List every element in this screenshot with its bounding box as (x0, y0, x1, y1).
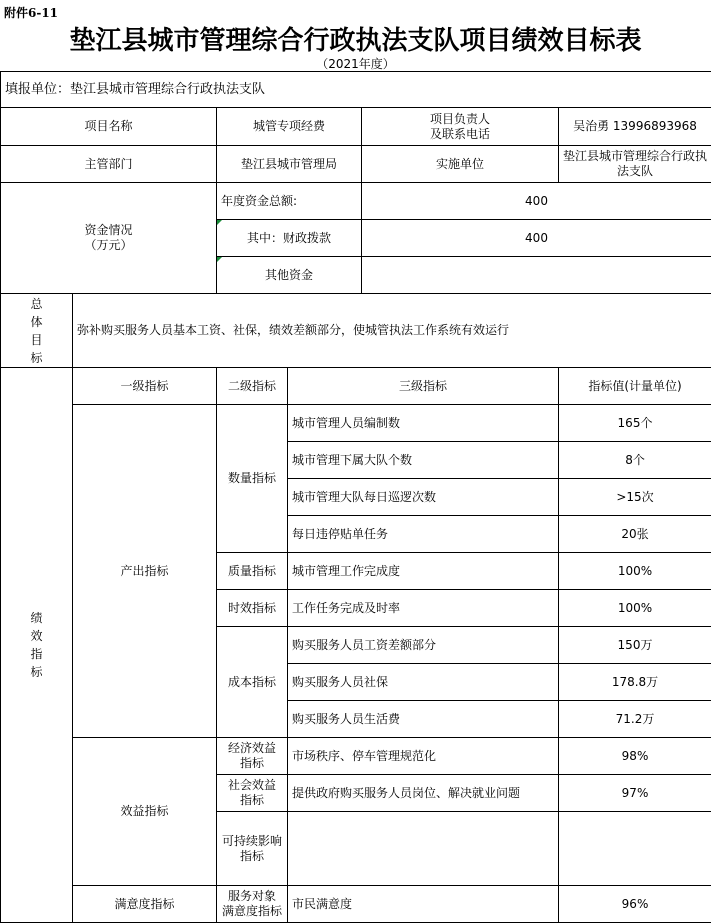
header-level3: 三级指标 (288, 368, 559, 405)
indicator-value: 20张 (559, 516, 711, 553)
dept-value: 垫江县城市管理局 (217, 146, 362, 183)
economic-label-line1: 经济效益 (227, 741, 276, 755)
service-label-line2: 满意度指标 (221, 904, 282, 918)
output-indicator-label: 产出指标 (73, 405, 217, 738)
dept-label: 主管部门 (1, 146, 217, 183)
indicator-item: 工作任务完成及时率 (288, 590, 559, 627)
funds-other-value (362, 257, 711, 294)
indicator-value: 97% (559, 775, 711, 812)
indicator-item: 城市管理下属大队个数 (288, 442, 559, 479)
impl-value: 垫江县城市管理综合行政执法支队 (559, 146, 711, 183)
sustain-label-line2: 指标 (239, 848, 264, 863)
timeliness-indicator-label: 时效指标 (217, 590, 288, 627)
funds-fiscal-label: 其中：财政拨款 (217, 220, 362, 257)
indicator-value: 71.2万 (559, 701, 711, 738)
indicator-value: 96% (559, 886, 711, 923)
project-leader-label (362, 108, 559, 146)
header-level1: 一级指标 (73, 368, 217, 405)
indicators-side-label (1, 368, 73, 923)
satisfaction-indicator-label: 满意度指标 (73, 886, 217, 923)
goal-label-char: 标 (30, 350, 43, 365)
indicator-value (559, 812, 711, 886)
indicator-value: 8个 (559, 442, 711, 479)
indicator-item (288, 812, 559, 886)
indicator-value: 100% (559, 590, 711, 627)
indicator-item: 购买服务人员生活费 (288, 701, 559, 738)
cost-indicator-label: 成本指标 (217, 627, 288, 738)
impl-label: 实施单位 (362, 146, 559, 183)
indicator-value: 150万 (559, 627, 711, 664)
indicator-item: 城市管理大队每日巡逻次数 (288, 479, 559, 516)
indicator-value: 100% (559, 553, 711, 590)
funds-label-line1: 资金情况 (84, 223, 133, 237)
indicator-item: 市民满意度 (288, 886, 559, 923)
quantity-indicator-label: 数量指标 (217, 405, 288, 553)
indicator-item: 每日违停贴单任务 (288, 516, 559, 553)
goal-text: 弥补购买服务人员基本工资、社保，绩效差额部分，使城管执法工作系统有效运行 (73, 294, 711, 368)
indicators-label-char: 指 (30, 647, 43, 661)
indicator-item: 城市管理人员编制数 (288, 405, 559, 442)
indicator-item: 提供政府购买服务人员岗位、解决就业问题 (288, 775, 559, 812)
goal-label-char: 体 (30, 314, 43, 329)
funds-fiscal-value: 400 (362, 220, 711, 257)
funds-total-value: 400 (362, 183, 711, 220)
project-name-value: 城管专项经费 (217, 108, 362, 146)
goal-label-char: 目 (30, 332, 43, 347)
economic-indicator-label (217, 738, 288, 775)
project-leader-value: 吴治勇 13996893968 (559, 108, 711, 146)
indicator-value: >15次 (559, 479, 711, 516)
performance-table (0, 71, 711, 923)
indicator-value: 98% (559, 738, 711, 775)
goal-label (1, 294, 73, 368)
header-level2: 二级指标 (217, 368, 288, 405)
benefit-indicator-label: 效益指标 (73, 738, 217, 886)
service-label-line1: 服务对象 (227, 889, 276, 903)
indicator-item: 市场秩序、停车管理规范化 (288, 738, 559, 775)
social-label-line1: 社会效益 (227, 778, 276, 792)
funds-label (1, 183, 217, 294)
sustain-label-line1: 可持续影响 (221, 833, 282, 848)
leader-label-line1: 项目负责人 (429, 111, 490, 126)
service-satisfaction-label (217, 886, 288, 923)
project-name-label: 项目名称 (1, 108, 217, 146)
header-value: 指标值(计量单位) (559, 368, 711, 405)
indicators-label-char: 绩 (30, 611, 43, 625)
indicator-value: 165个 (559, 405, 711, 442)
attachment-label: 附件6-11 (4, 6, 59, 20)
funds-other-label: 其他资金 (217, 257, 362, 294)
goal-label-char: 总 (30, 296, 43, 311)
page-subtitle: （2021年度） (316, 57, 395, 71)
quality-indicator-label: 质量指标 (217, 553, 288, 590)
indicator-item: 城市管理工作完成度 (288, 553, 559, 590)
indicator-item: 购买服务人员工资差额部分 (288, 627, 559, 664)
indicators-label-char: 效 (30, 629, 43, 643)
social-indicator-label (217, 775, 288, 812)
indicator-value: 178.8万 (559, 664, 711, 701)
funds-total-label: 年度资金总额: (217, 183, 362, 220)
page-title: 垫江县城市管理综合行政执法支队项目绩效目标表 (69, 26, 642, 56)
economic-label-line2: 指标 (239, 756, 264, 770)
social-label-line2: 指标 (239, 793, 264, 807)
filling-unit: 填报单位：垫江县城市管理综合行政执法支队 (1, 72, 711, 108)
funds-label-line2: （万元） (84, 238, 133, 252)
sustainability-indicator-label (217, 812, 288, 886)
indicator-item: 购买服务人员社保 (288, 664, 559, 701)
leader-label-line2: 及联系电话 (429, 126, 490, 141)
indicators-label-char: 标 (30, 665, 43, 679)
